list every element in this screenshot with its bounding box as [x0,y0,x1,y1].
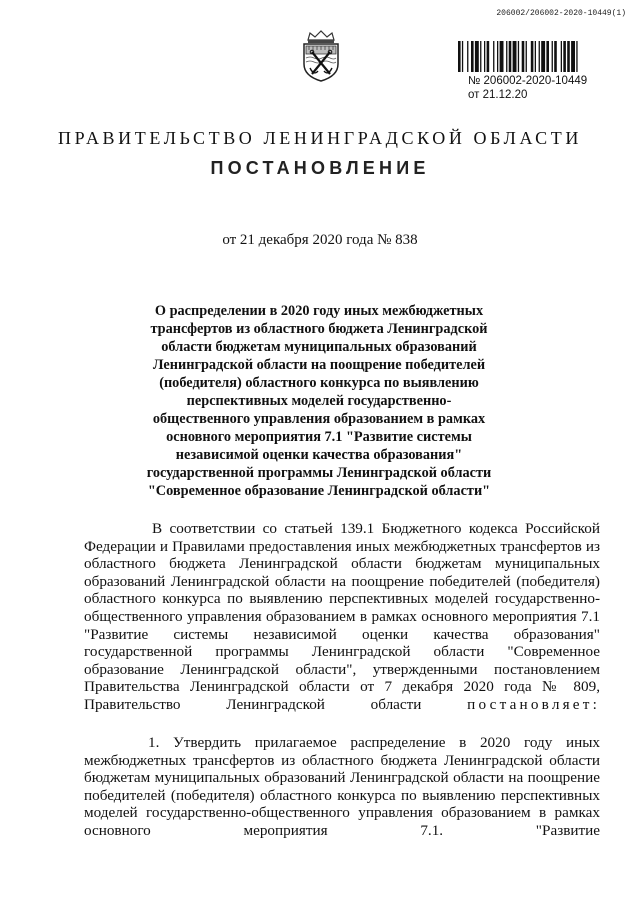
barcode-bar [522,41,525,72]
preamble-text: В соответствии со статьей 139.1 Бюджетного кодекса Российской Федерации и Правилами предоставления иных межбюджетных трансфертов из областного бюджета Ленинградской области бюджетам муниципальных образований Ленинградской области на поощрение победителей (победителя) областного конкурса по выявлению перспективных моделей государственно-общественного управления образованием в рамках основного мероприятия 7.1 "Развитие системы независимой оценки качества образования" государственной программы Ленинградской области "Современное образование Ленинградской области", утвержденными постановлением Правительства Ленинградской области от 7 декабря 2020 года № 809, Правительство Ленинградской области [84,520,600,713]
barcode-bar [458,41,461,72]
barcode-bar [487,41,490,72]
barcode-bar [471,41,474,72]
barcode-bar [531,41,534,72]
decree-subject: О распределении в 2020 году иных межбюджетных трансфертов из областного бюджета Ленинградской области бюджетам муниципальных образований Ленинградской области на поощрение победителей (победителя) областного конкурса по выявлению перспективных моделей государственно-общественного управления образованием в рамках основного мероприятия 7.1 "Развитие системы независимой оценки качества образования" государственной программы Ленинградской области "Современное образование Ленинградской области" [146,303,492,499]
barcode-bar [535,41,536,72]
barcode-bar [541,41,545,72]
barcode-bar [467,41,468,72]
registration-date: от 21.12.20 [468,89,528,101]
document-type-title: ПОСТАНОВЛЕНИЕ [210,158,430,178]
barcode-bar [546,41,549,72]
barcode-bar [554,41,557,72]
registration-block [468,74,587,102]
barcode-bar [500,41,504,72]
barcode-bar [506,41,507,72]
clause-1-paragraph: 1. Утвердить прилагаемое распределение в 2020 году иных межбюджетных трансфертов из областного бюджета Ленинградской области бюджетам муниципальных образований Ленинградской области на поощрение победителей (победителя) областного конкурса по выявлению перспективных моделей государственно-общественного управления образованием в рамках основного мероприятия 7.1. "Развитие [84,734,600,839]
barcode-bar [493,41,494,72]
decree-keyword: постановляет: [467,695,600,713]
barcode-bar [567,41,570,72]
barcode-bar [484,41,485,72]
document-id-stamp: 206002/206002-2020-10449(1) [496,9,626,18]
barcode-bar [539,41,540,72]
decree-date-number: от 21 декабря 2020 года № 838 [222,232,418,248]
barcode-bar [518,41,519,72]
barcode-bar [552,41,553,72]
coat-of-arms-icon [300,30,342,82]
government-title: ПРАВИТЕЛЬСТВО ЛЕНИНГРАДСКОЙ ОБЛАСТИ [58,128,582,148]
barcode-bar [563,41,566,72]
barcode-bar [475,41,479,72]
barcode-bar [497,41,498,72]
barcode-bar [509,41,512,72]
barcode-bar [526,41,527,72]
barcode-bar [576,41,577,72]
barcode-bar [462,41,463,72]
barcode-bar [480,41,481,72]
barcode-bar [561,41,562,72]
barcode-bar [513,41,517,72]
barcode-bar [571,41,575,72]
barcode-icon [458,41,621,72]
preamble-paragraph [84,520,600,714]
registration-number: № 206002-2020-10449 [468,75,588,87]
